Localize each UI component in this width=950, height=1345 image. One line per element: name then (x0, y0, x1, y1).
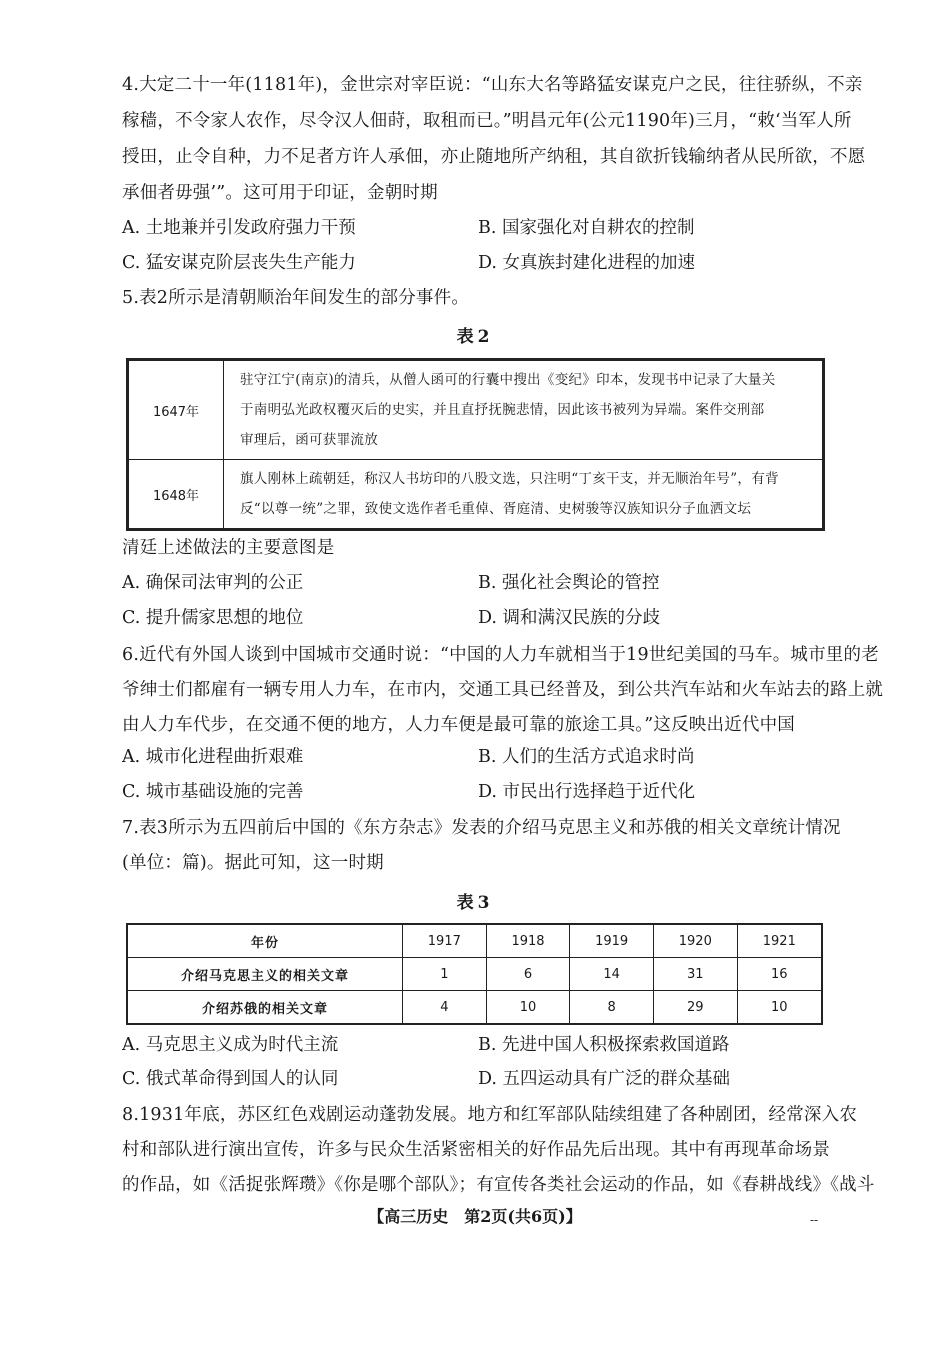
table2-desc-line: 旗人刚林上疏朝廷，称汉人书坊印的八股文选，只注明“丁亥干支，并无顺治年号”，有背 (240, 471, 779, 487)
q4-line-1: 4.大定二十一年(1181年)，金世宗对宰臣说：“山东大名等路猛安谋克户之民，往往骄纵，不亲 (122, 75, 863, 95)
corner-mark: -- (810, 1213, 819, 1227)
table-row (127, 991, 822, 1025)
table3-header-label: 年份 (127, 924, 403, 958)
q7-line-1: 7.表3所示为五四前后中国的《东方杂志》发表的介绍马克思主义和苏俄的相关文章统计情况 (122, 818, 841, 838)
table3-cell: 31 (653, 958, 737, 991)
q7-option-b: B. 先进中国人积极探索救国道路 (478, 1035, 730, 1055)
q7-line-2: (单位：篇)。据此可知，这一时期 (122, 853, 384, 873)
table3-cell: 10 (737, 991, 822, 1025)
q4-line-2: 稼穑，不令家人农作，尽令汉人佃莳，取租而已。”明昌元年(公元1190年)三月，“敕‘当军人所 (122, 111, 852, 131)
q6-option-b: B. 人们的生活方式追求时尚 (478, 747, 695, 767)
q8-line-3: 的作品，如《活捉张辉瓒》《你是哪个部队》；有宣传各类社会运动的作品，如《春耕战线》《战斗 (122, 1175, 875, 1195)
table3-cell: 8 (570, 991, 654, 1025)
q4-option-b: B. 国家强化对自耕农的控制 (478, 218, 695, 238)
q4-line-4: 承佃者毋强’”。这可用于印证，金朝时期 (122, 183, 438, 203)
table3-cell: 4 (403, 991, 487, 1025)
table3-row-label: 介绍苏俄的相关文章 (127, 991, 403, 1025)
q6-option-d: D. 市民出行选择趋于近代化 (478, 782, 696, 802)
q6-line-3: 由人力车代步，在交通不便的地方，人力车便是最可靠的旅途工具。”这反映出近代中国 (122, 715, 795, 735)
table3-cell: 1 (403, 958, 487, 991)
q7-option-d: D. 五四运动具有广泛的群众基础 (478, 1069, 731, 1089)
q4-option-d: D. 女真族封建化进程的加速 (478, 253, 696, 273)
table3-row-label: 介绍马克思主义的相关文章 (127, 958, 403, 991)
q5-option-c: C. 提升儒家思想的地位 (122, 608, 304, 628)
q6-option-c: C. 城市基础设施的完善 (122, 782, 304, 802)
q5-option-d: D. 调和满汉民族的分歧 (478, 608, 661, 628)
q7-option-a: A. 马克思主义成为时代主流 (122, 1035, 339, 1055)
table3-cell: 10 (486, 991, 570, 1025)
q5-question: 清廷上述做法的主要意图是 (122, 538, 335, 558)
table2-desc-line: 驻守江宁(南京)的清兵，从僧人函可的行囊中搜出《变纪》印本，发现书中记录了大量关 (240, 372, 776, 388)
table-row (127, 958, 822, 991)
table2-desc-line: 于南明弘光政权覆灭后的史实，并且直抒抚腕悲情，因此该书被列为异端。案件交刑部 (240, 402, 765, 418)
table2-year-1647: 1647年 (128, 360, 224, 460)
table3-year: 1918 (486, 924, 570, 958)
table3-cell: 14 (570, 958, 654, 991)
q6-line-2: 爷绅士们都雇有一辆专用人力车，在市内，交通工具已经普及，到公共汽车站和火车站去的路上就 (122, 680, 884, 700)
table2-desc-line: 反“以尊一统”之罪，致使文选作者毛重倬、胥庭清、史树骏等汉族知识分子血洒文坛 (240, 501, 752, 517)
table-2 (126, 358, 825, 531)
table3-cell: 16 (737, 958, 822, 991)
q8-line-1: 8.1931年底，苏区红色戏剧运动蓬勃发展。地方和红军部队陆续组建了各种剧团，经常深入农 (122, 1105, 858, 1125)
q6-line-1: 6.近代有外国人谈到中国城市交通时说：“中国的人力车就相当于19世纪美国的马车。城市里的老 (122, 645, 879, 665)
table3-cell: 6 (486, 958, 570, 991)
table-row (127, 924, 822, 958)
q4-line-3: 授田，止令自种，力不足者方许人承佃，亦止随地所产纳租，其自欲折钱输纳者从民所欲，不愿 (122, 147, 866, 167)
q7-option-c: C. 俄式革命得到国人的认同 (122, 1069, 339, 1089)
table3-title: 表3 (456, 893, 494, 913)
table2-title: 表2 (456, 327, 494, 347)
q8-line-2: 村和部队进行演出宣传，许多与民众生活紧密相关的好作品先后出现。其中有再现革命场景 (122, 1140, 830, 1160)
table3-year: 1919 (570, 924, 654, 958)
q4-option-a: A. 土地兼并引发政府强力干预 (122, 218, 356, 238)
table-3 (126, 923, 823, 1025)
table3-year: 1921 (737, 924, 822, 958)
table2-desc-1647 (224, 360, 824, 460)
q6-option-a: A. 城市化进程曲折艰难 (122, 747, 304, 767)
q4-option-c: C. 猛安谋克阶层丧失生产能力 (122, 253, 356, 273)
q5-option-a: A. 确保司法审判的公正 (122, 573, 304, 593)
page-footer: 【高三历史 第2页(共6页)】 (368, 1207, 582, 1226)
table-row (128, 360, 824, 460)
table2-desc-line: 审理后，函可获罪流放 (240, 432, 378, 448)
table3-year: 1920 (653, 924, 737, 958)
q5-option-b: B. 强化社会舆论的管控 (478, 573, 660, 593)
table3-year: 1917 (403, 924, 487, 958)
table-row (128, 460, 824, 530)
q5-stem: 5.表2所示是清朝顺治年间发生的部分事件。 (122, 288, 470, 308)
table3-cell: 29 (653, 991, 737, 1025)
table2-desc-1648 (224, 460, 824, 530)
table2-year-1648: 1648年 (128, 460, 224, 530)
